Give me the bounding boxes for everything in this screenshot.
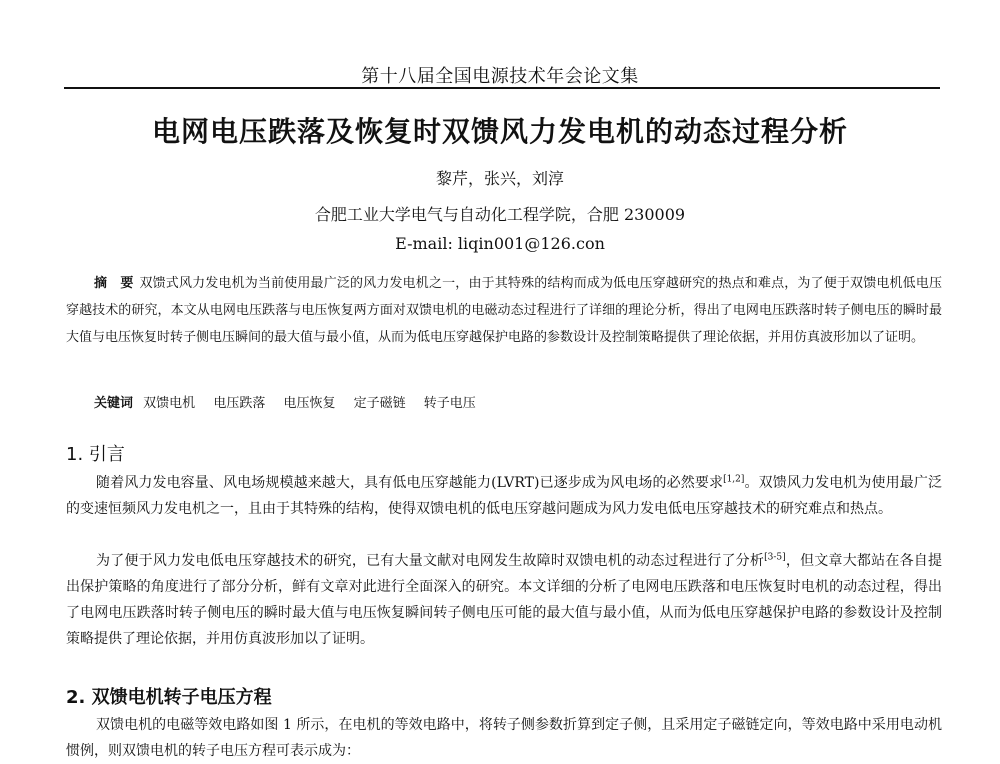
section2-paragraph-1: 双馈电机的电磁等效电路如图 1 所示，在电机的等效电路中，将转子侧参数折算到定子侧，且采用定子磁链定向，等效电路中采用电动机惯例，则双馈电机的转子电压方程可表示成为： <box>66 717 942 759</box>
intro-paragraph-1 <box>66 470 942 522</box>
paper-title: 电网电压跌落及恢复时双馈风力发电机的动态过程分析 <box>151 115 848 148</box>
header-rule <box>64 87 940 89</box>
keyword-item: 双馈电机 <box>143 396 196 411</box>
citation-ref: [3-5] <box>764 552 786 563</box>
keyword-item: 电压恢复 <box>283 396 336 411</box>
paragraph-text: 为了便于风力发电低电压穿越技术的研究，已有大量文献对电网发生故障时双馈电机的动态过程进行了分析 <box>96 553 765 569</box>
keywords-label: 关键词 <box>94 396 134 411</box>
abstract <box>66 270 942 351</box>
paragraph-text: 随着风力发电容量、风电场规模越来越大，具有低电压穿越能力(LVRT)已逐步成为风电场的必然要求 <box>96 475 724 491</box>
paragraph-text: 。双馈风力发电机为使用最广泛的变速恒频风力发电机之一，且由于其特殊的结构，使得双馈电机的低电压穿越问题成为风力发电低电压穿越技术的研究难点和热点。 <box>66 475 942 517</box>
section-heading-introduction: 1. 引言 <box>66 444 125 465</box>
citation-ref: [1,2] <box>723 474 745 485</box>
paragraph-text: ，但文章大都站在各自提出保护策略的角度进行了部分分析，鲜有文章对此进行全面深入的研究。本文详细的分析了电网电压跌落和电压恢复时电机的动态过程，得出了电网电压跌落时转子侧电压的瞬时最大值与电压恢复瞬间转子侧电压可能的最大值与最小值，从而为低电压穿越保护电路的参数设计及控制策略提供了理论依据，并用仿真波形加以了证明。 <box>66 553 943 647</box>
intro-paragraph-2 <box>66 548 942 652</box>
paper-authors: 黎芹，张兴，刘淳 <box>435 169 564 188</box>
keyword-item: 定子磁链 <box>353 396 406 411</box>
paper-affiliation: 合肥工业大学电气与自动化工程学院，合肥 230009 <box>314 205 686 224</box>
abstract-text: 双馈式风力发电机为当前使用最广泛的风力发电机之一，由于其特殊的结构而成为低电压穿越研究的热点和难点，为了便于双馈电机低电压穿越技术的研究，本文从电网电压跌落与电压恢复两方面对双馈电机的电磁动态过程进行了详细的理论分析，得出了电网电压跌落时转子侧电压的瞬时最大值与电压恢复时转子侧电压瞬间的最大值与最小值，从而为低电压穿越保护电路的参数设计及控制策略提供了理论依据，并用仿真波形加以了证明。 <box>66 276 942 345</box>
paper-email: E-mail: liqin001@126.con <box>395 234 605 253</box>
keyword-item: 转子电压 <box>423 396 476 411</box>
running-head: 第十八届全国电源技术年会论文集 <box>361 66 639 87</box>
abstract-label: 摘 要 <box>94 276 134 291</box>
keywords <box>94 392 490 411</box>
section-heading-rotor-voltage: 2. 双馈电机转子电压方程 <box>66 687 272 708</box>
keyword-item: 电压跌落 <box>213 396 266 411</box>
